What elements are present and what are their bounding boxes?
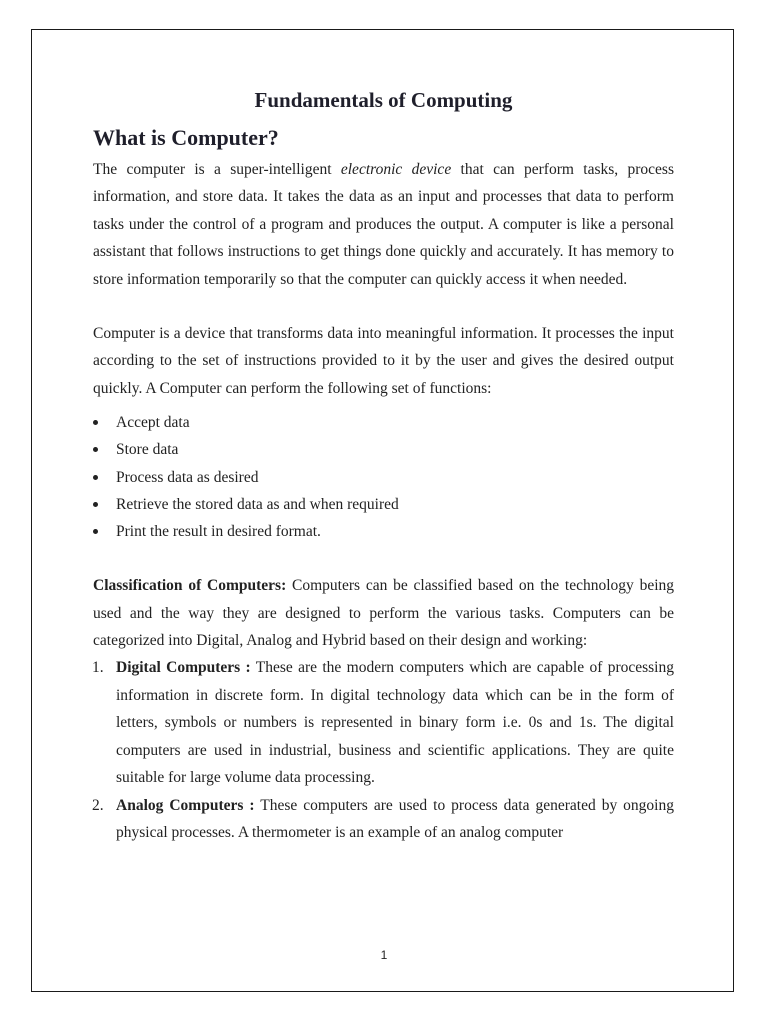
intro-text-start: The computer is a super-intelligent <box>93 161 341 178</box>
bullet-icon <box>93 475 98 480</box>
section-heading: What is Computer? <box>93 125 279 150</box>
list-item <box>93 518 674 545</box>
list-item <box>93 409 674 436</box>
intro-text-end: that can perform tasks, process information, and store data. It takes the data as an input and processes that data to perform tasks under the control of a program and produces the output. A computer is like a personal assistant that follows instructions to get things done quickly and accurately. It has memory to store information temporarily so that the computer can quickly access it when needed. <box>93 161 674 288</box>
item-number: 2. <box>92 796 104 814</box>
list-item-text: Print the result in desired format. <box>116 523 321 541</box>
functions-list <box>93 409 674 545</box>
list-item-text: Retrieve the stored data as and when required <box>116 495 399 513</box>
item-text: These are the modern computers which are capable of processing information in discrete form. In digital technology data which can be in the form of letters, symbols or numbers is represented in binary form i.e. 0s and 1s. The digital computers are used in industrial, business and scientific applications. They are quite suitable for large volume data processing. <box>116 659 674 787</box>
paragraph-spacer <box>93 545 674 572</box>
list-item <box>93 464 674 491</box>
page-number: 1 <box>380 948 388 962</box>
classification-paragraph <box>93 572 674 654</box>
intro-paragraph <box>93 156 674 293</box>
functions-paragraph: Computer is a device that transforms data into meaningful information. It processes the input according to the set of instructions provided to it by the user and gives the desired output quickly. A Computer can perform the following set of functions: <box>93 325 674 397</box>
numbered-item <box>93 654 674 791</box>
intro-emphasis: electronic device <box>340 161 452 178</box>
bullet-icon <box>93 529 98 534</box>
document-body <box>93 84 674 846</box>
bullet-icon <box>93 420 98 425</box>
item-term: Digital Computers : <box>116 659 251 677</box>
classification-label: Classification of Computers: <box>93 577 287 595</box>
item-number: 1. <box>92 659 104 677</box>
item-term: Analog Computers : <box>116 796 255 814</box>
list-item <box>93 436 674 463</box>
classification-text: Computers can be classified based on the technology being used and the way they are designed to perform the various tasks. Computers can be categorized into Digital, Analog and Hybrid based on their design and working: <box>93 577 675 650</box>
item-text: These computers are used to process data generated by ongoing physical processes. A thermometer is an example of an analog computer <box>116 796 674 841</box>
numbered-item <box>93 792 674 847</box>
paragraph-spacer <box>93 293 674 320</box>
list-item-text: Accept data <box>116 414 190 432</box>
list-item <box>93 491 674 518</box>
bullet-icon <box>93 502 98 507</box>
computer-types-list <box>93 654 674 846</box>
document-title: Fundamentals of Computing <box>254 88 513 112</box>
list-item-text: Process data as desired <box>116 468 259 486</box>
list-item-text: Store data <box>116 441 179 459</box>
bullet-icon <box>93 447 98 452</box>
